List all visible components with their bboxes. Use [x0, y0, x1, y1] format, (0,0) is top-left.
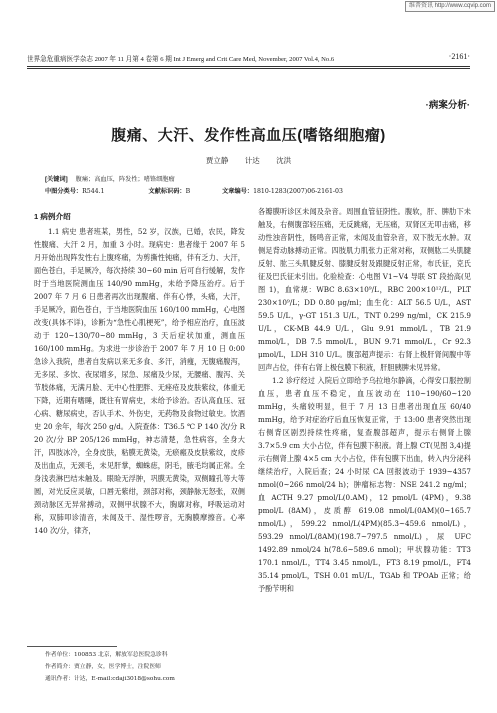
article-title: 腹痛、大汗、发作性高血压(嗜铬细胞瘤) — [111, 127, 386, 144]
classification-line — [45, 186, 343, 195]
footnote-affiliation: 作者单位：100853 北京，解放军总医院急诊科 — [45, 652, 168, 658]
page-number: ·2161· — [448, 52, 470, 61]
clc-value: R544.1 — [82, 188, 105, 195]
footnote-rule — [27, 646, 117, 647]
history-paragraph: 1.1 病史 患者班某，男性，52 岁，汉族，已婚，农民，降发性腹痛、大汗 2 月，加重 3 小时。现病史：患者缘于 2007 年 5 月开始出现阵发性右上腹疼痛，为剪撕性钝痛，伴有乏力、大汗，面色苍白，手足厥冷，每次持续 30~60 min 后可自行缓解，发作时于当地医院测血压 140/90 mmHg，未给予降压治疗。后于 2007 年 7 月 6 日患者再次出现腹痛、伴有心悸，头痛，大汗，手足厥冷，面色苍白，于当地医院血压 160/100 mmHg，心电图改变(具体不详)，诊断为“急性心肌梗死”，给予相应治疗，血压波动于 120~130/70~80 mmHg，3 天后症状加重，测血压 160/100 mmHg。为求进一步诊治于 2007 年 7 月 10 日 0:00 急诊入我院，患者自发病以来无多食、多汗，消瘦，无腹痛腹泻，无多尿、多饮、夜尿增多，尿急、尿痛及少尿，无腰痛、腹泻、关节肢体痛，无满月脸、无中心性肥胖、无痤疮及皮肤紫纹，体重无下降，近期有嗜睡，既往有胃病史，未给予诊治。否认高血压、冠心病、糖尿病史，否认手术、外伤史，无药物及食物过敏史。饮酒史 20 余年，每次 250 g/d。入院查体：T36.5 ℃ P 140 次/分 R 20 次/分 BP 205/126 mmHg，神志清楚，急性病容，全身大汗，四肢冰冷，全身皮肤，粘膜无黄染，无瘀瘢及皮肤紫纹，皮疹及出血点，无颈毛，未见肝掌，蜘蛛痣，阴毛，腋毛均属正常。全身浅表淋巴结未触及。眼睑无浮肿，巩膜无黄染，双侧瞳孔等大等圆，对光反应灵敏，口唇无紫绀，颈部对称，颈静脉无怒张，双侧颈动脉区无异常搏动，双侧甲状腺不大，胸廓对称，呼吸运动对称，双肺叩诊清音，未闻及干、湿性啰音，无胸膜摩擦音。心率 140 次/分，律齐， — [34, 227, 245, 535]
section-heading-case: 1 病例介绍 — [34, 212, 71, 221]
treatment-paragraph: 1.2 诊疗经过 入院后立即给予乌拉地尔静滴，心得安口服控制血压，患者血压不稳定，血压波动在 110~190/60~120 mmHg，头痛较明显，但于 7 月 13 日患者出现血压 60/40 mmHg，给予对症治疗后血压恢复正常，于 13:00 患者突然出现右侧背区剧烈持续性疼痛，复查腹部超声，提示右侧肾上腺 3.7×5.9 cm 大小占位，伴有包膜下积液。肾上腺 CT(见图 3,4)提示右侧肾上腺 4×5 cm 大小占位，伴有包膜下出血，转入内分泌科继续治疗，入院后查；24 小时尿 CA 回报波动于 1939~4357 nmol(0~266 nmol/24 h)；肿瘤标志物：NSE 241.2 ng/ml；血 ACTH 9.27 pmol/L(0.AM)，12 pmol/L (4PM)，9.38 pmol/L (8AM)，皮质醇 619.08 nmol/L(0AM)(0~165.7 nmol/L)，599.22 nmol/L(4PM)(85.3~459.6 nmol/L)，593.29 nmol/L(8AM)(198.7~797.5 nmol/L)，尿 UFC 1492.89 nmol/24 h(78.6~589.6 nmol)；甲状腺功能：TT3 170.1 nmol/L，TT4 3.45 nmol/L，FT3 8.19 pmol/L，FT4 35.14 pmol/L，TSH 0.01 mU/L，TGAb 和 TPOAb 正常；给予酚苄明和 — [258, 376, 471, 593]
doc-code-value: B — [185, 188, 191, 195]
running-header — [27, 53, 470, 63]
authors: 贾立静 计达 沈洪 — [205, 156, 292, 165]
header-rule-top — [27, 66, 470, 67]
right-column — [258, 205, 471, 595]
keywords-text: 腹痛；高血压，阵发性；嗜铬细胞瘤 — [75, 176, 175, 183]
journal-citation: 世界急危重病医学杂志 2007 年 11 月第 4 卷第 6 期 Int J Emerg and Crit Care Med, November, 2007 Vol.4, No.6 — [27, 56, 335, 63]
doc-code-label: 文献标识码： — [148, 188, 186, 195]
footnote-author-bio: 作者简介：贾立静，女，医学博士，注院医师 — [45, 664, 161, 670]
exam-paragraph: 各瓣膜听诊区未闻及杂音。周围血管征阴性。腹软，肝、脾肋下未触及，右侧腹部轻压痛，无反跳痛，无压痛，双肾区无叩击痛，移动性浊音阴性，肠鸣音正常，未闻及血管杂音，双下肢无水肿。双侧足背动脉搏动正常。四肢肌力肌张力正常对称，双侧肱二头肌腱反射、肱三头肌腱反射、膝腱反射及跟腱反射正常，布氏征，克氏征及巴氏征未引出。化验检查：心电图 V1~V4 导联 ST 段抬高(见图 1)，血常规：WBC 8.63×10⁹/L，RBC 200×10¹²/L，PLT 230×10⁹/L；DD 0.80 μg/ml；血生化：ALT 56.5 U/L，AST 59.5 U/L，γ-GT 151.3 U/L，TNT 0.299 ng/ml，CK 215.9 U/L，CK-MB 44.9 U/L，Glu 9.91 mmol/L，TB 21.9 mmol/L，DB 7.5 mmol/L，BUN 9.71 mmol/L，Cr 92.3 μmol/L，LDH 310 U/L。腹部超声提示：右肾上极肝肾间腹中等回声占位，伴有右肾上极包膜下积液，肝胆胰脾未见异常。 — [258, 207, 471, 372]
article-number-value: 1810-1283(2007)06-2161-03 — [253, 188, 343, 195]
footnote-corresponding-author: 通讯作者：计达，E-mail:cdaji3018@sohu.com — [45, 676, 175, 682]
article-number-label: 文章编号： — [222, 188, 254, 195]
header-rule-bottom — [27, 68, 470, 69]
section-label: ·病案分析· — [425, 100, 470, 111]
clc-label: 中图分类号： — [45, 188, 83, 195]
keywords-label: [关键词] — [45, 176, 68, 183]
keywords-line — [45, 174, 175, 183]
watermark: 维普资讯 http://www.cqvip.com — [405, 1, 495, 12]
left-column — [34, 210, 245, 537]
